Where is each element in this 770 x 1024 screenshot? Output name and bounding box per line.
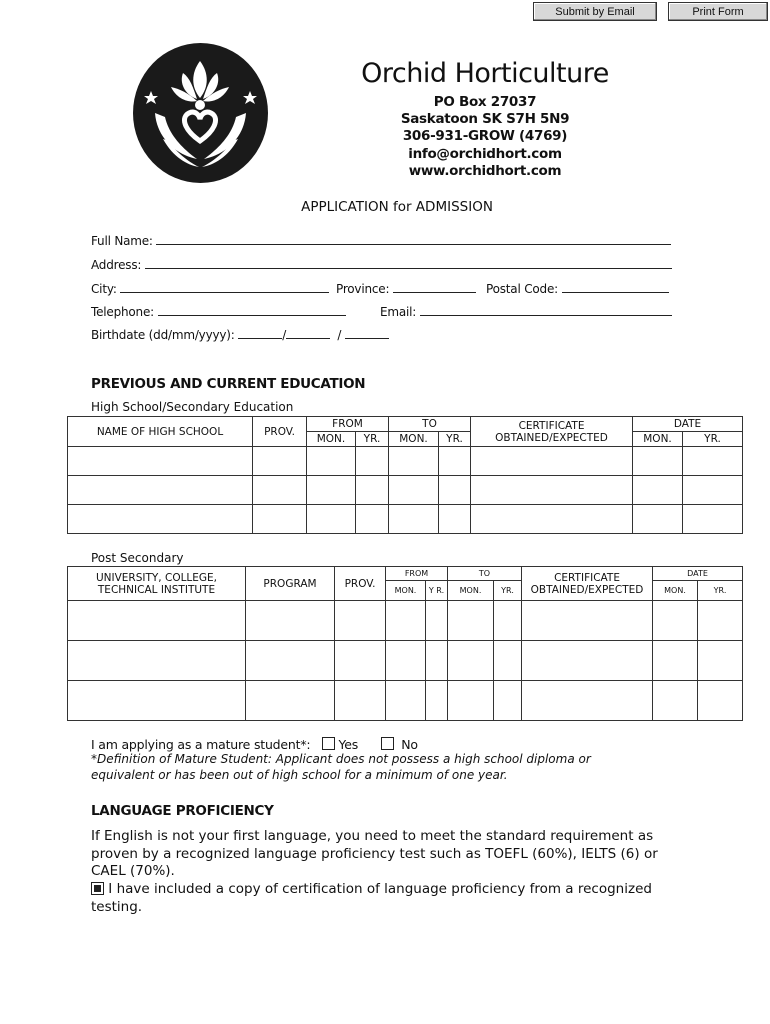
address-field[interactable]: [91, 258, 672, 272]
postal-code-field[interactable]: [486, 282, 669, 296]
language-certification-row: [91, 881, 681, 916]
province-label: Province:: [336, 282, 390, 296]
print-form-button[interactable]: Print Form: [668, 2, 768, 21]
language-paragraph: If English is not your first language, you need to meet the standard requirement as proven by a recognized language proficiency test such as TOEFL (60%), IELTS (6) or CAEL (70%).: [91, 828, 658, 879]
ps-header-yr: YR.: [494, 581, 522, 601]
province-field[interactable]: [336, 282, 476, 296]
post-secondary-label: Post Secondary: [91, 551, 184, 565]
birth-year-input[interactable]: [345, 328, 389, 339]
full-name-input-line[interactable]: [156, 234, 671, 245]
language-heading: LANGUAGE PROFICIENCY: [91, 803, 274, 819]
hs-header-mon: MON.: [307, 432, 356, 447]
city-field[interactable]: [91, 282, 329, 296]
high-school-table: [67, 416, 743, 534]
ps-header-mon: MON.: [653, 581, 698, 601]
postal-code-label: Postal Code:: [486, 282, 558, 296]
full-name-label: Full Name:: [91, 234, 153, 248]
hs-header-yr: YR.: [439, 432, 471, 447]
address-line: PO Box 27037: [433, 94, 537, 110]
hs-header-name: NAME OF HIGH SCHOOL: [68, 417, 253, 447]
ps-header-mon: MON.: [386, 581, 426, 601]
form-title: APPLICATION for ADMISSION: [301, 199, 493, 215]
mature-yes-checkbox[interactable]: [322, 737, 335, 750]
website-line: www.orchidhort.com: [408, 163, 562, 179]
language-certification-label: I have included a copy of certification of language proficiency from a recognized testing.: [91, 881, 652, 915]
language-certification-checkbox[interactable]: [91, 882, 104, 895]
table-row[interactable]: [68, 476, 743, 505]
education-heading: PREVIOUS AND CURRENT EDUCATION: [91, 376, 366, 392]
email-field[interactable]: [380, 305, 672, 319]
table-row[interactable]: [68, 681, 743, 721]
hs-header-prov: PROV.: [253, 417, 307, 447]
mature-definition: *Definition of Mature Student: Applicant does not possess a high school diploma or equivalent or has been out of high school for a minimum of one year.: [91, 752, 591, 782]
province-input-line[interactable]: [393, 282, 476, 293]
mature-no-checkbox[interactable]: [381, 737, 394, 750]
birth-day-input[interactable]: [238, 328, 282, 339]
ps-header-to: TO: [448, 567, 522, 581]
telephone-input-line[interactable]: [158, 305, 346, 316]
postal-code-input-line[interactable]: [562, 282, 669, 293]
city-input-line[interactable]: [120, 282, 329, 293]
hs-header-date: DATE: [633, 417, 743, 432]
hs-header-certificate: CERTIFICATE OBTAINED/EXPECTED: [471, 417, 633, 447]
table-row[interactable]: [68, 447, 743, 476]
ps-header-institution: UNIVERSITY, COLLEGE, TECHNICAL INSTITUTE: [68, 567, 246, 601]
address-line: Saskatoon SK S7H 5N9: [400, 111, 570, 127]
email-input-line[interactable]: [420, 305, 672, 316]
date-separator: /: [337, 328, 342, 342]
birthdate-label: Birthdate (dd/mm/yyyy):: [91, 328, 235, 342]
hs-header-from: FROM: [307, 417, 389, 432]
hs-header-yr: YR.: [683, 432, 743, 447]
mature-yes-label: Yes: [338, 737, 359, 752]
birth-month-input[interactable]: [286, 328, 330, 339]
ps-header-program: PROGRAM: [246, 567, 335, 601]
hs-header-yr: YR.: [356, 432, 389, 447]
city-label: City:: [91, 282, 117, 296]
high-school-label: High School/Secondary Education: [91, 400, 294, 414]
phone-line: 306-931-GROW (4769): [402, 128, 568, 144]
address-label: Address:: [91, 258, 142, 272]
submit-by-email-button[interactable]: Submit by Email: [533, 2, 657, 21]
address-input-line[interactable]: [145, 258, 672, 269]
birthdate-field[interactable]: [91, 328, 389, 342]
email-label: Email:: [380, 305, 417, 319]
ps-header-yr: YR.: [698, 581, 743, 601]
telephone-field[interactable]: [91, 305, 346, 319]
hs-header-mon: MON.: [633, 432, 683, 447]
mature-student-row: [91, 737, 418, 752]
hs-header-mon: MON.: [389, 432, 439, 447]
date-separator: /: [282, 328, 287, 342]
table-row[interactable]: [68, 601, 743, 641]
mature-no-label: No: [401, 737, 418, 752]
org-name: Orchid Horticulture: [361, 58, 609, 89]
table-row[interactable]: [68, 641, 743, 681]
mature-student-question: I am applying as a mature student*:: [91, 737, 311, 752]
ps-header-yr: Y R.: [426, 581, 448, 601]
telephone-label: Telephone:: [91, 305, 154, 319]
hs-header-to: TO: [389, 417, 471, 432]
ps-header-certificate: CERTIFICATE OBTAINED/EXPECTED: [522, 567, 653, 601]
post-secondary-table: [67, 566, 743, 721]
orchid-logo: [133, 43, 268, 183]
full-name-field[interactable]: [91, 234, 671, 248]
ps-header-date: DATE: [653, 567, 743, 581]
table-row[interactable]: [68, 505, 743, 534]
ps-header-prov: PROV.: [335, 567, 386, 601]
ps-header-from: FROM: [386, 567, 448, 581]
ps-header-mon: MON.: [448, 581, 494, 601]
email-line: info@orchidhort.com: [408, 146, 562, 162]
